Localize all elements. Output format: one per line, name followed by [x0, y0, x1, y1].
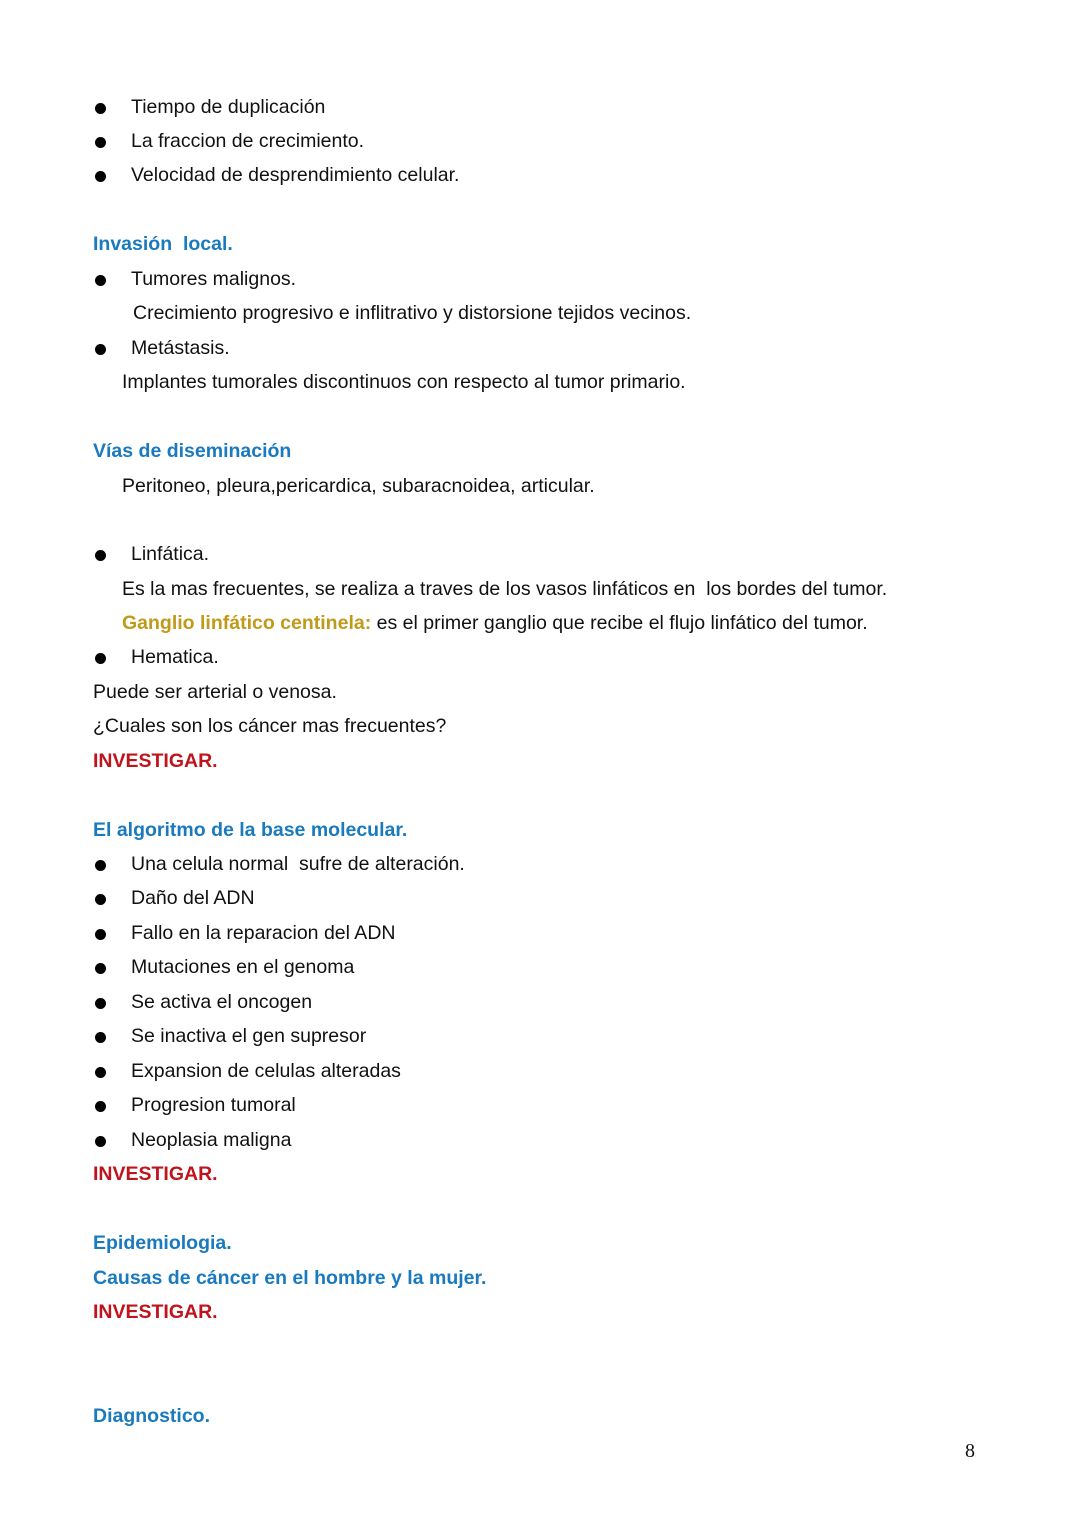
- bullet-item: Tumores malignos.: [131, 268, 297, 290]
- bullet-item: Neoplasia maligna: [131, 1129, 292, 1151]
- bullet-item: Se activa el oncogen: [131, 991, 313, 1013]
- section-heading: Epidemiologia.: [93, 1232, 232, 1254]
- body-text: Puede ser arterial o venosa.: [93, 681, 337, 703]
- bullet-icon: [95, 998, 106, 1009]
- bullet-icon: [95, 653, 106, 664]
- bullet-icon: [95, 275, 106, 286]
- bullet-item: Expansion de celulas alteradas: [131, 1060, 401, 1082]
- bullet-item: Tiempo de duplicación: [131, 96, 326, 118]
- bullet-icon: [95, 1136, 106, 1147]
- page-number: 8: [965, 1440, 975, 1462]
- definition-text: es el primer ganglio que recibe el flujo linfático del tumor.: [371, 612, 868, 634]
- section-heading: Vías de diseminación: [93, 440, 292, 462]
- section-heading: Invasión local.: [93, 233, 233, 255]
- bullet-icon: [95, 550, 106, 561]
- bullet-item: Mutaciones en el genoma: [131, 956, 355, 978]
- section-heading: Diagnostico.: [93, 1405, 211, 1427]
- bullet-icon: [95, 137, 106, 148]
- body-text: Es la mas frecuentes, se realiza a traves de los vasos linfáticos en los bordes del tumor.: [122, 578, 888, 600]
- bullet-item: Fallo en la reparacion del ADN: [131, 922, 396, 944]
- bullet-icon: [95, 344, 106, 355]
- bullet-item: Hematica.: [131, 646, 219, 668]
- bullet-item: Metástasis.: [131, 337, 230, 359]
- bullet-icon: [95, 894, 106, 905]
- section-heading: Causas de cáncer en el hombre y la mujer.: [93, 1267, 487, 1289]
- bullet-icon: [95, 860, 106, 871]
- body-text: Peritoneo, pleura,pericardica, subaracnoidea, articular.: [122, 475, 595, 497]
- section-heading: El algoritmo de la base molecular.: [93, 819, 408, 841]
- bullet-icon: [95, 171, 106, 182]
- bullet-icon: [95, 929, 106, 940]
- definition-line: [122, 612, 868, 634]
- bullet-icon: [95, 1101, 106, 1112]
- investigar-note: INVESTIGAR.: [93, 1163, 218, 1185]
- bullet-item: Velocidad de desprendimiento celular.: [131, 164, 460, 186]
- bullet-item: La fraccion de crecimiento.: [131, 130, 365, 152]
- bullet-icon: [95, 103, 106, 114]
- definition-term: Ganglio linfático centinela:: [122, 612, 372, 634]
- investigar-note: INVESTIGAR.: [93, 1301, 218, 1323]
- bullet-item: Linfática.: [131, 543, 210, 565]
- bullet-icon: [95, 1032, 106, 1043]
- bullet-item: Progresion tumoral: [131, 1094, 296, 1116]
- bullet-icon: [95, 1067, 106, 1078]
- investigar-note: INVESTIGAR.: [93, 750, 218, 772]
- body-text: Implantes tumorales discontinuos con respecto al tumor primario.: [122, 371, 686, 393]
- bullet-item: Se inactiva el gen supresor: [131, 1025, 367, 1047]
- bullet-item: Una celula normal sufre de alteración.: [131, 853, 465, 875]
- body-text: Crecimiento progresivo e inflitrativo y distorsione tejidos vecinos.: [133, 302, 692, 324]
- bullet-item: Daño del ADN: [131, 887, 255, 909]
- bullet-icon: [95, 963, 106, 974]
- body-text: ¿Cuales son los cáncer mas frecuentes?: [93, 715, 447, 737]
